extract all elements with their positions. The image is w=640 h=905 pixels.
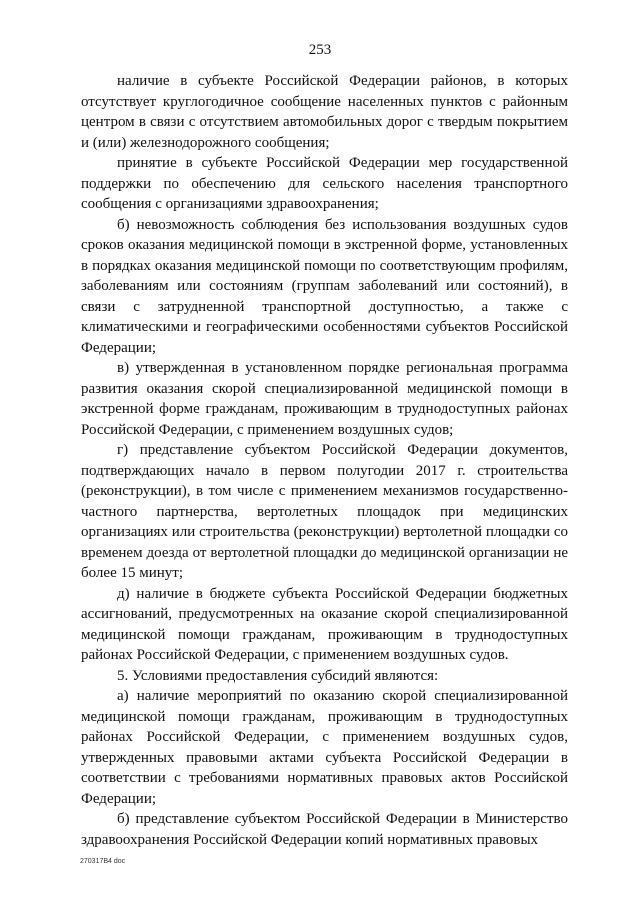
document-footer-code: 270317В4 doc — [80, 858, 126, 865]
paragraph: наличие в субъекте Российской Федерации районов, в которых отсутствует круглогодичное сообщение населенных пунктов с районным центром в связи с отсутствием автомобильных дорог с твердым покрытием и (или) железнодорожного сообщения; — [81, 73, 568, 151]
page-number: 253 — [308, 42, 332, 58]
paragraph: а) наличие мероприятий по оказанию скорой специализированной медицинской помощи гражданам, проживающим в труднодоступных районах Российской Федерации, с применением воздушных судов, утвержденных правовыми актами субъекта Российской Федерации в соответствии с требованиями нормативных правовых актов Российской Федерации; — [81, 688, 568, 807]
paragraph: д) наличие в бюджете субъекта Российской Федерации бюджетных ассигнований, предусмотренных на оказание скорой специализированной медицинской помощи гражданам, проживающим в труднодоступных районах Российской Федерации, с применением воздушных судов. — [81, 585, 568, 663]
paragraph: в) утвержденная в установленном порядке региональная программа развития оказания скорой специализированной медицинской помощи в экстренной форме гражданам, проживающим в труднодоступных районах Российской Федерации, с применением воздушных судов; — [81, 360, 568, 438]
paragraph: г) представление субъектом Российской Федерации документов, подтверждающих начало в первом полугодии 2017 г. строительства (реконструкции), в том числе с применением механизмов государственно-частного партнерства, вертолетных площадок при медицинских организациях или строительства (реконструкции) вертолетной площадки со временем доезда от вертолетной площадки до медицинской организации не более 15 минут; — [81, 442, 568, 581]
paragraph: б) представление субъектом Российской Федерации в Министерство здравоохранения Российской Федерации копий нормативных правовых — [81, 811, 568, 848]
paragraph: 5. Условиями предоставления субсидий являются: — [117, 667, 439, 684]
document-body — [81, 71, 568, 850]
paragraph: принятие в субъекте Российской Федерации мер государственной поддержки по обеспечению для сельского населения транспортного сообщения с организациями здравоохранения; — [81, 155, 568, 212]
paragraph: б) невозможность соблюдения без использования воздушных судов сроков оказания медицинской помощи в экстренной форме, установленных в порядках оказания медицинской помощи по соответствующим профилям, заболеваниям или состояниям (группам заболеваний или состояний), в связи с затрудненной транспортной доступностью, а также с климатическими и географическими особенностями субъектов Российской Федерации; — [81, 216, 568, 356]
